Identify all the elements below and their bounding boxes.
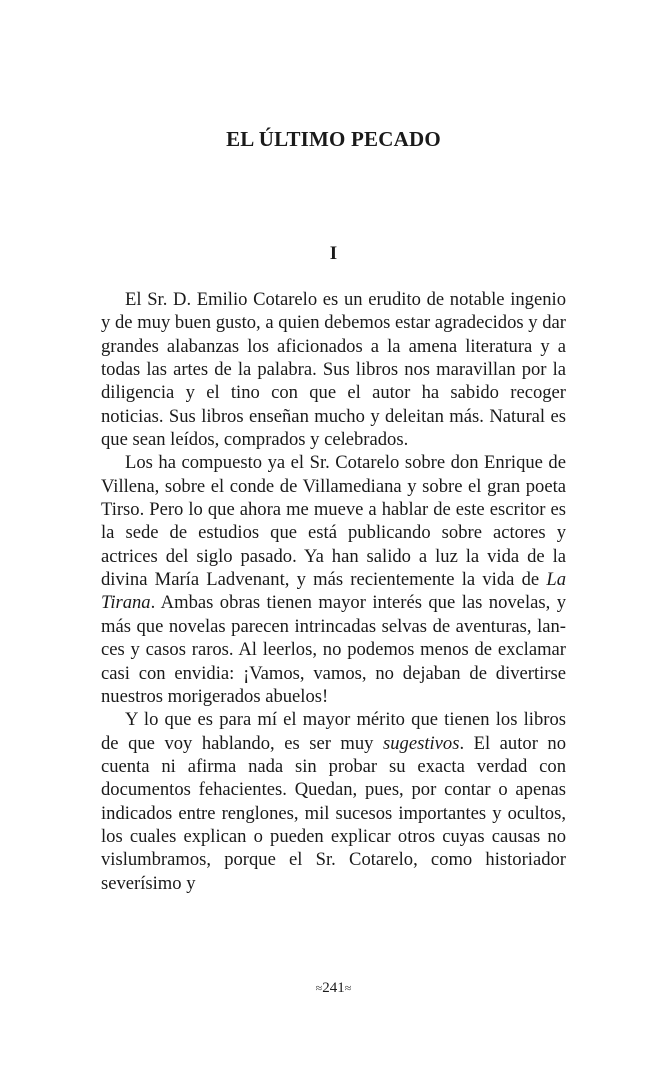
paragraph xyxy=(101,708,566,895)
page-number: 241 xyxy=(322,980,345,996)
text-run: Los ha compuesto ya el Sr. Cotarelo sobre don Enrique de Villena, sobre el conde de Villamediana y sobre el gran poeta Tirso. Pero lo que ahora me mueve a hablar de este escritor es la sede de estudios que está publicando sobre actores y actrices del siglo pasado. Ya han salido a luz la vida de la divina María Ladvenant, y más recientemente la vida de xyxy=(101,452,566,591)
text-run: El Sr. D. Emilio Cotarelo es un erudito de notable ingenio y de muy buen gusto, a quien debemos estar agradecidos y dar grandes alabanzas los aficionados a la amena literatura y a todas las artes de la palabra. Sus libros nos maravillan por la diligencia y el tino con que el autor ha sabido recoger noticias. Sus libros enseñan mucho y deleitan más. Natural es que sean leídos, comprados y celebrados. xyxy=(101,289,566,451)
page-folio xyxy=(101,980,566,997)
paragraph xyxy=(101,451,566,708)
text-run: Y lo que es para mí el mayor mérito que tienen los libros de que voy hablando, es ser muy xyxy=(101,709,566,754)
text-run: . Ambas obras tienen mayor interés que las novelas, y más que novelas parecen intrincadas selvas de aventuras, lances y casos raros. Al leerlos, no podemos menos de exclamar casi con envidia: ¡Vamos, vamos, no dejaban de divertirse nuestros morigerados abuelos! xyxy=(101,592,566,707)
text-run: . El autor no cuenta ni afirma nada sin probar su exacta verdad con documentos fehacientes. Quedan, pues, por contar o apenas indicados entre renglones, mil sucesos importantes y ocultos, los cuales explican o pueden explicar otros cuyas causas no vislumbramos, porque el Sr. Cotarelo, como historiador severísimo y xyxy=(101,732,567,894)
italic-phrase: sugestivos xyxy=(383,732,460,754)
chapter-title: EL ÚLTIMO PECADO xyxy=(226,127,441,151)
body-text xyxy=(101,288,566,895)
paragraph xyxy=(101,288,566,451)
section-number: I xyxy=(329,243,338,264)
book-page xyxy=(101,0,566,1074)
folio-ornament-left: ≈ xyxy=(315,981,323,995)
folio-ornament-right: ≈ xyxy=(344,981,352,995)
italic-phrase: La Tirana xyxy=(101,569,566,614)
